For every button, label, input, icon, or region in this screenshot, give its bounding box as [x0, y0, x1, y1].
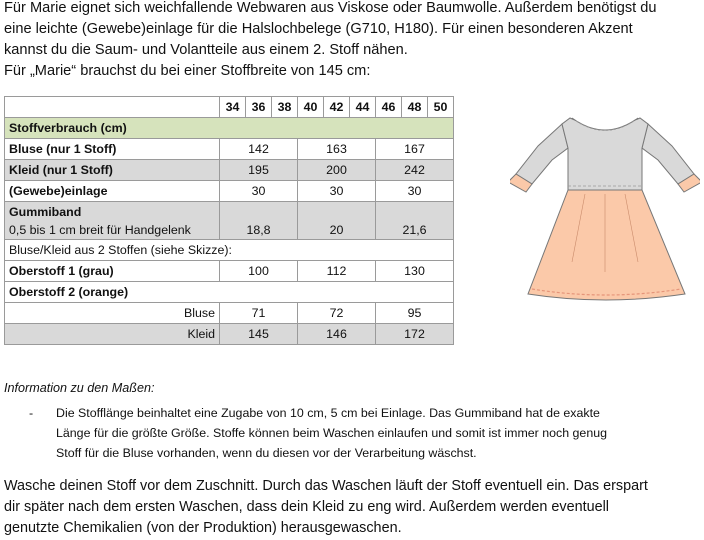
intro-line: eine leichte (Gewebe)einlage für die Halslochbelege (G710, H180). Für einen besonderen Akzent	[4, 21, 633, 37]
info-title: Information zu den Maßen:	[4, 381, 155, 395]
value-cell: 20	[298, 202, 376, 240]
row-label: Kleid	[5, 324, 220, 345]
bullet-line: Die Stofflänge beinhaltet eine Zugabe von 10 cm, 5 cm bei Einlage. Das Gummiband hat de exakte	[56, 406, 600, 420]
left-sleeve	[516, 124, 568, 184]
table-row	[5, 139, 454, 160]
row-label: Kleid (nur 1 Stoff)	[5, 160, 220, 181]
value-cell: 71	[220, 303, 298, 324]
size-cell: 40	[298, 97, 324, 118]
size-cell: 44	[350, 97, 376, 118]
value-cell: 242	[376, 160, 454, 181]
table-row	[5, 282, 454, 303]
row-label	[5, 202, 220, 240]
row-label: Oberstoff 2 (orange)	[5, 282, 454, 303]
table-row	[5, 181, 454, 202]
section-header: Stoffverbrauch (cm)	[5, 118, 454, 139]
row-label: Bluse (nur 1 Stoff)	[5, 139, 220, 160]
outro-line: dir später nach dem ersten Waschen, dass dein Kleid zu eng wird. Außerdem werden eventuell	[4, 499, 609, 515]
bullet-line: Länge für die größte Größe. Stoffe können beim Waschen einlaufen und somit ist immer noch genug	[56, 426, 608, 440]
row-label: (Gewebe)einlage	[5, 181, 220, 202]
value-cell: 30	[376, 181, 454, 202]
bullet-line: Stoff für die Bluse vorhanden, wenn du diesen vor der Verarbeitung wäschst.	[56, 446, 477, 460]
row-label: Bluse	[5, 303, 220, 324]
table-row	[5, 261, 454, 282]
intro-line: kannst du die Saum- und Volantteile aus einem 2. Stoff nähen.	[4, 42, 408, 58]
row-label-sub: 0,5 bis 1 cm breit für Handgelenk	[9, 223, 191, 237]
size-cell: 36	[246, 97, 272, 118]
table-row	[5, 202, 454, 240]
size-cell: 34	[220, 97, 246, 118]
size-cell: 46	[376, 97, 402, 118]
table-row	[5, 303, 454, 324]
table-row	[5, 324, 454, 345]
value-cell: 145	[220, 324, 298, 345]
size-header-row	[5, 97, 454, 118]
size-cell: 38	[272, 97, 298, 118]
value-cell: 146	[298, 324, 376, 345]
corner-cell	[5, 97, 220, 118]
bullet-text	[56, 403, 696, 463]
dress-skirt	[528, 190, 685, 300]
value-cell: 112	[298, 261, 376, 282]
intro-line: Für Marie eignet sich weichfallende Webwaren aus Viskose oder Baumwolle. Außerdem benötigst du	[4, 0, 657, 16]
intro-line: Für „Marie“ brauchst du bei einer Stoffbreite von 145 cm:	[4, 63, 371, 79]
value-cell: 163	[298, 139, 376, 160]
outro-line: Wasche deinen Stoff vor dem Zuschnitt. Durch das Waschen läuft der Stoff eventuell ein. Das erspart	[4, 478, 648, 494]
value-cell: 30	[298, 181, 376, 202]
value-cell: 18,8	[220, 202, 298, 240]
value-cell: 167	[376, 139, 454, 160]
row-label: Oberstoff 1 (grau)	[5, 261, 220, 282]
table-row	[5, 240, 454, 261]
outro-text	[4, 476, 704, 539]
size-cell: 48	[402, 97, 428, 118]
value-cell: 100	[220, 261, 298, 282]
value-cell: 72	[298, 303, 376, 324]
outro-line: genutzte Chemikalien (von der Produktion) herausgewaschen.	[4, 520, 402, 536]
value-cell: 195	[220, 160, 298, 181]
table-row	[5, 160, 454, 181]
value-cell: 95	[376, 303, 454, 324]
value-cell: 21,6	[376, 202, 454, 240]
row-label: Bluse/Kleid aus 2 Stoffen (siehe Skizze):	[5, 240, 454, 261]
size-cell: 50	[428, 97, 454, 118]
section-header-row	[5, 118, 454, 139]
bullet-dash: -	[29, 406, 34, 420]
value-cell: 200	[298, 160, 376, 181]
fabric-consumption-table	[4, 96, 454, 345]
value-cell: 172	[376, 324, 454, 345]
value-cell: 142	[220, 139, 298, 160]
intro-text	[4, 0, 704, 82]
value-cell: 130	[376, 261, 454, 282]
value-cell: 30	[220, 181, 298, 202]
dress-sketch	[510, 112, 700, 307]
row-label-title: Gummiband	[9, 205, 82, 219]
size-cell: 42	[324, 97, 350, 118]
right-sleeve	[642, 124, 694, 184]
